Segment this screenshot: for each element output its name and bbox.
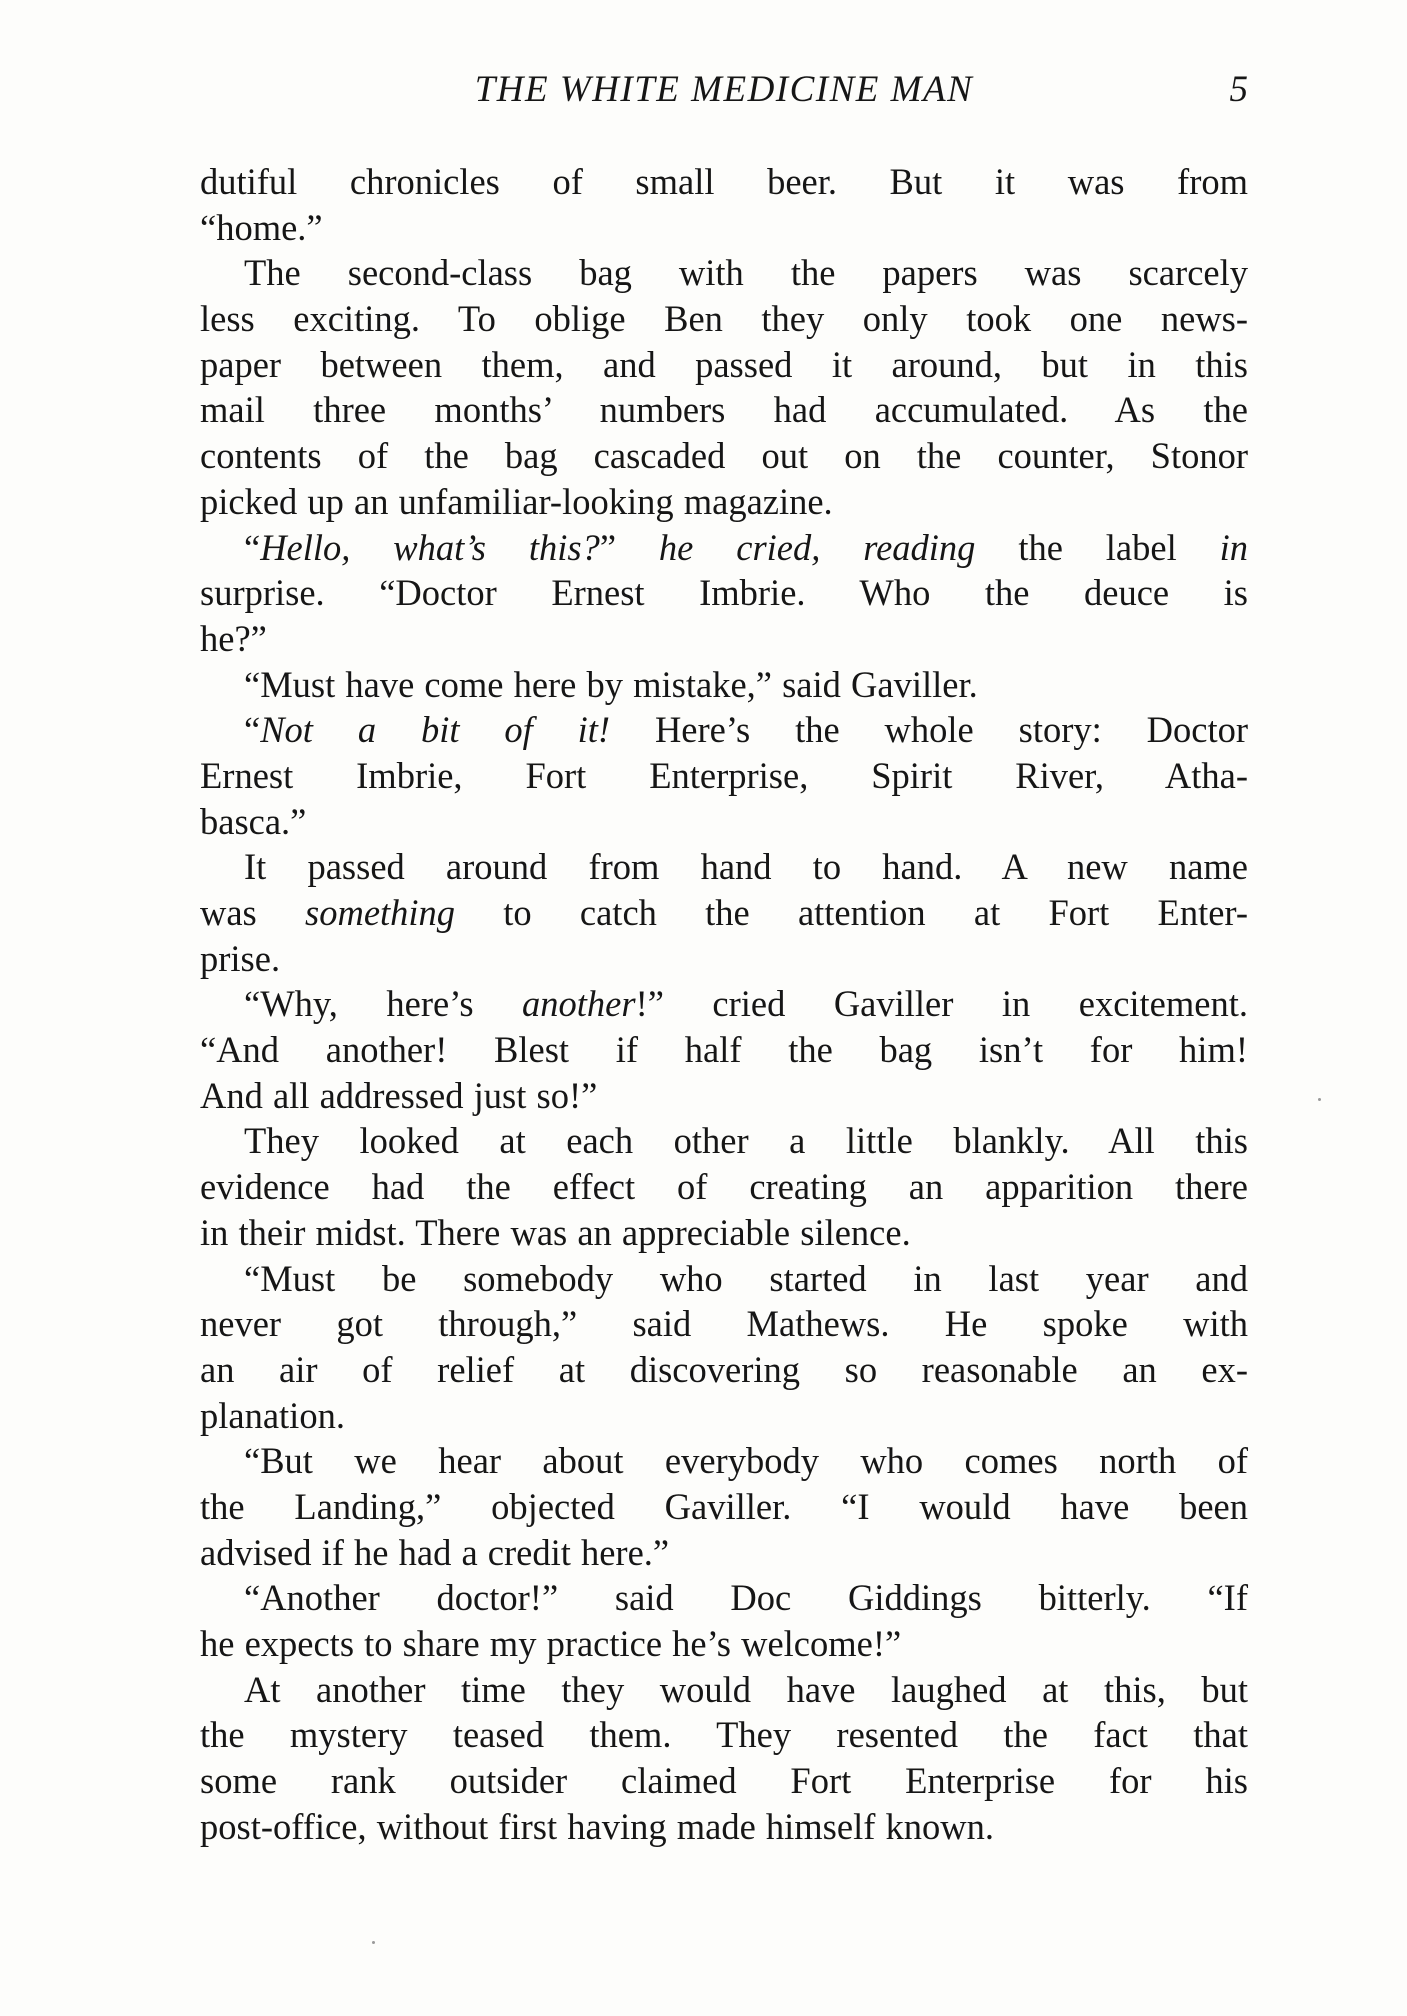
text-line: The second-class bag with the papers was scarcely — [244, 252, 1248, 294]
text-line: At another time they would have laughed at this, but — [244, 1668, 1248, 1710]
text-line: post-office, without first having made himself known. — [200, 1805, 994, 1847]
page-number: 5 — [1229, 69, 1248, 110]
text-line: advised if he had a credit here.” — [200, 1531, 670, 1573]
paragraph — [200, 1667, 1248, 1850]
text-line: They looked at each other a little blankly. All this — [244, 1120, 1248, 1162]
text-line: “Another doctor!” said Doc Giddings bitterly. “If — [244, 1577, 1248, 1619]
paragraph — [200, 525, 1248, 662]
text-line: surprise. “Doctor Ernest Imbrie. Who the deuce is — [200, 572, 1248, 614]
text-line: he?” — [200, 617, 267, 659]
paragraph — [200, 662, 1248, 708]
body-text — [200, 159, 1248, 1849]
paragraph — [200, 707, 1248, 844]
text-line: Ernest Imbrie, Fort Enterprise, Spirit River, Atha- — [200, 754, 1248, 796]
text-line: less exciting. To oblige Ben they only took one news- — [200, 298, 1248, 340]
text-line: contents of the bag cascaded out on the counter, Stonor — [200, 435, 1248, 477]
text-line: prise. — [200, 937, 281, 979]
paragraph — [200, 250, 1248, 524]
text-line: never got through,” said Mathews. He spoke with — [200, 1303, 1248, 1345]
text-line: “Why, here’s another!” cried Gaviller in excitement. — [244, 983, 1248, 1025]
paragraph — [200, 1438, 1248, 1575]
text-line: “Must be somebody who started in last year and — [244, 1257, 1248, 1299]
text-line: mail three months’ numbers had accumulated. As the — [200, 389, 1248, 431]
paragraph — [200, 159, 1248, 250]
text-line: “Must have come here by mistake,” said Gaviller. — [244, 663, 978, 705]
text-line: evidence had the effect of creating an apparition there — [200, 1166, 1248, 1208]
text-line: an air of relief at discovering so reasonable an ex- — [200, 1348, 1248, 1390]
text-line: picked up an unfamiliar-looking magazine. — [200, 480, 833, 522]
paper-speck — [372, 1941, 375, 1944]
paragraph — [200, 844, 1248, 981]
text-line: “home.” — [200, 206, 323, 248]
text-line: he expects to share my practice he’s welcome!” — [200, 1623, 902, 1664]
text-line: dutiful chronicles of small beer. But it was from — [200, 161, 1248, 202]
text-line: some rank outsider claimed Fort Enterprise for his — [200, 1760, 1248, 1802]
running-header — [200, 62, 1248, 118]
text-line: planation. — [200, 1394, 345, 1436]
paper-speck — [1318, 1098, 1321, 1101]
text-line: “Hello, what’s this?” he cried, reading the label in — [244, 526, 1249, 568]
text-line: basca.” — [200, 800, 307, 842]
text-line: “Not a bit of it! Here’s the whole story: Doctor — [244, 709, 1248, 751]
paragraph — [200, 1256, 1248, 1439]
text-line: It passed around from hand to hand. A new name — [244, 846, 1248, 888]
text-line: “But we hear about everybody who comes north of — [244, 1440, 1248, 1482]
paragraph — [200, 981, 1248, 1118]
text-line: in their midst. There was an appreciable silence. — [200, 1211, 911, 1253]
text-line: paper between them, and passed it around, but in this — [200, 343, 1248, 385]
text-line: the mystery teased them. They resented the fact that — [200, 1714, 1248, 1756]
paragraph — [200, 1575, 1248, 1666]
text-line: the Landing,” objected Gaviller. “I would have been — [200, 1485, 1248, 1527]
running-title: THE WHITE MEDICINE MAN — [474, 69, 974, 110]
text-line: was something to catch the attention at Fort Enter- — [200, 892, 1249, 933]
text-line: “And another! Blest if half the bag isn’t for him! — [200, 1029, 1248, 1071]
paragraph — [200, 1118, 1248, 1255]
text-line: And all addressed just so!” — [200, 1074, 598, 1116]
